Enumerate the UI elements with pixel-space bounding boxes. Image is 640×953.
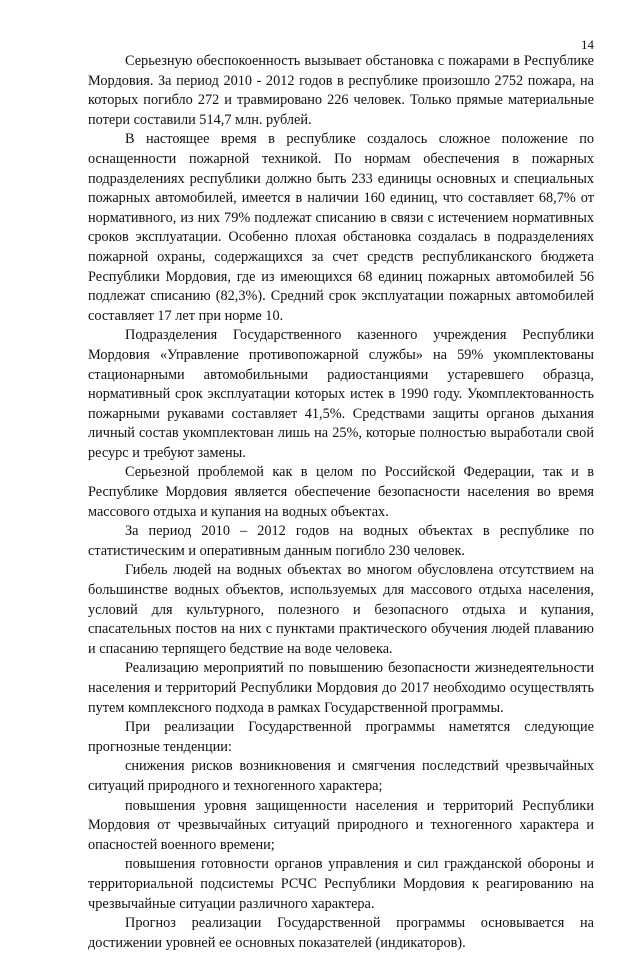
list-item-protection-level: повышения уровня защищенности населения и территорий Республики Мордовия от чрезвычайных ситуаций природного и техногенного характера и опасностей военного времени; <box>88 797 594 853</box>
paragraph-water-deaths: За период 2010 – 2012 годов на водных объектах в республике по статистическим и оперативным данным погибло 230 человек. <box>88 523 594 559</box>
list-item-readiness: повышения готовности органов управления и сил гражданской обороны и территориальной подсистемы РСЧС Республики Мордовия к реагированию на чрезвычайные ситуации различного характера. <box>88 856 594 912</box>
paragraph-program-approach: Реализацию мероприятий по повышению безопасности жизнедеятельности населения и территорий Республики Мордовия до 2017 необходимо осуществлять путем комплексного подхода в рамках Государственной программы. <box>88 660 594 716</box>
paragraph-fire-equipment: В настоящее время в республике создалось сложное положение по оснащенности пожарной техникой. По нормам обеспечения в пожарных подразделениях республики должно быть 233 единицы основных и специальных пожарных автомобилей, имеется в наличии 160 единиц, что составляет 68,7% от нормативного, из них 79% подлежат списанию в связи с истечением нормативных сроков эксплуатации. Особенно плохая обстановка создалась в подразделениях пожарной охраны, содержащихся за счет средств республиканского бюджета Республики Мордовия, где из имеющихся 68 единиц пожарных автомобилей 56 подлежат списанию (82,3%). Средний срок эксплуатации пожарных автомобилей составляет 17 лет при норме 10. <box>88 131 594 324</box>
paragraph-fire-service-equipment: Подразделения Государственного казенного учреждения Республики Мордовия «Управление противопожарной службы» на 59% укомплектованы стационарными автомобильными радиостанциями устаревшего образца, нормативный срок эксплуатации которых истек в 1990 году. Укомплектованность пожарными рукавами составляет 41,5%. Средствами защиты органов дыхания личный состав укомплектован лишь на 25%, которые полностью выработали свой ресурс и требуют замены. <box>88 327 594 461</box>
paragraph-water-safety-problem: Серьезной проблемой как в целом по Российской Федерации, так и в Республике Мордовия является обеспечение безопасности населения во время массового отдыха и купания на водных объектах. <box>88 464 594 520</box>
list-item-risk-reduction: снижения рисков возникновения и смягчения последствий чрезвычайных ситуаций природного и техногенного характера; <box>88 758 594 794</box>
paragraph-water-death-causes: Гибель людей на водных объектах во многом обусловлена отсутствием на большинстве водных объектов, используемых для массового отдыха населения, условий для культурного, полезного и безопасного отдыха и купания, спасательных постов на них с пунктами практического обучения людей плаванию и спасанию терпящего бедствие на воде человека. <box>88 562 594 657</box>
page-number: 14 <box>581 37 594 52</box>
paragraph-fire-situation: Серьезную обеспокоенность вызывает обстановка с пожарами в Республике Мордовия. За период 2010 - 2012 годов в республике произошло 2752 пожара, на которых погибло 272 и травмировано 226 человек. Только прямые материальные потери составили 514,7 млн. рублей. <box>88 53 594 128</box>
document-body <box>88 52 594 953</box>
paragraph-forecast-intro: При реализации Государственной программы наметятся следующие прогнозные тенденции: <box>88 719 594 755</box>
paragraph-forecast-basis: Прогноз реализации Государственной программы основывается на достижении уровней ее основных показателей (индикаторов). <box>88 915 594 951</box>
